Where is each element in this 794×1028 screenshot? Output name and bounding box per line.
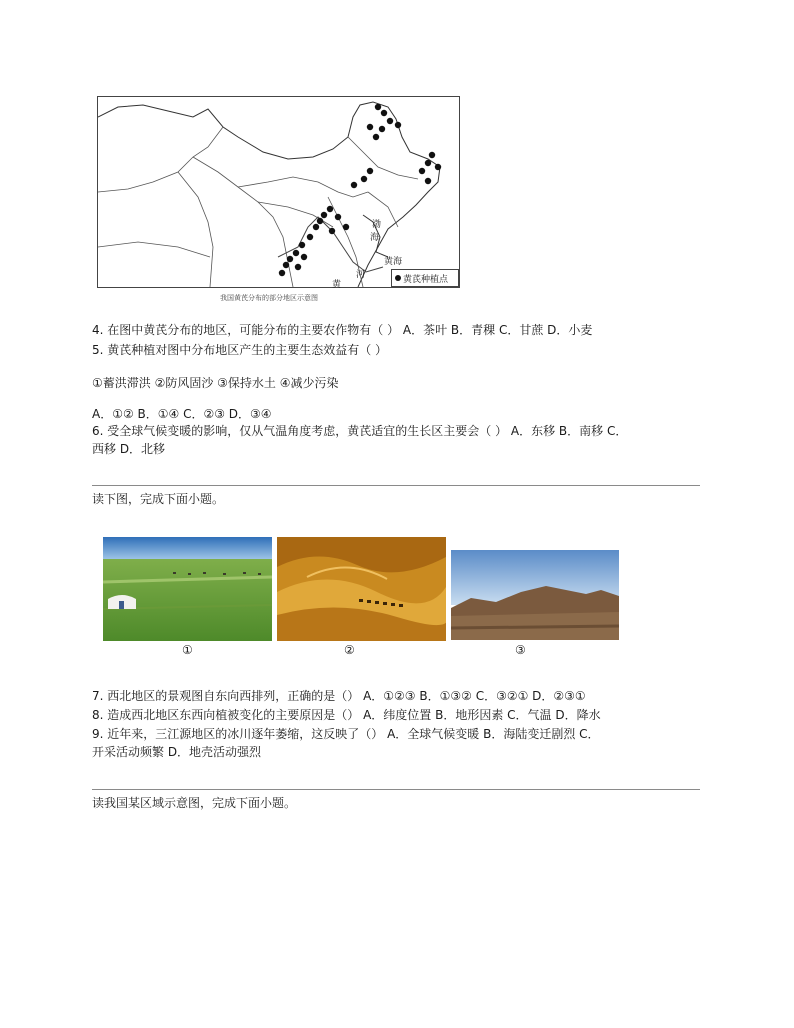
question-7: 7. 西北地区的景观图自东向西排列，正确的是（） A．①②③ B．①③② C．③②① D．②③① xyxy=(92,689,586,703)
question-4: 4. 在图中黄芪分布的地区，可能分布的主要农作物有（ ） A．茶叶 B．青稞 C．甘蔗 D．小麦 xyxy=(92,323,593,337)
grassland-photo xyxy=(103,537,272,641)
map-legend xyxy=(391,269,459,287)
section-divider xyxy=(92,485,700,486)
planting-point xyxy=(299,242,305,248)
question-6-line2: 西移 D．北移 xyxy=(92,442,166,456)
planting-point xyxy=(387,118,393,124)
question-5-items: ①蓄洪滞洪 ②防风固沙 ③保持水土 ④减少污染 xyxy=(92,376,339,390)
section-3-intro: 读我国某区域示意图，完成下面小题。 xyxy=(92,796,297,810)
section-2-intro: 读下图，完成下面小题。 xyxy=(92,492,225,506)
planting-point xyxy=(375,104,381,110)
bohai-label: 海 xyxy=(370,233,380,243)
river-label: 河 xyxy=(356,270,366,280)
photo-label-2: ② xyxy=(344,643,355,657)
planting-point xyxy=(327,206,333,212)
desert-photo xyxy=(277,537,446,641)
legend-label: 黄芪种植点 xyxy=(403,274,449,285)
planting-point xyxy=(435,164,441,170)
planting-point xyxy=(335,214,341,220)
question-9-line2: 开采活动频繁 D．地壳活动强烈 xyxy=(92,745,262,759)
province-border xyxy=(98,127,223,192)
question-5-options: A．①② B．①④ C．②③ D．③④ xyxy=(92,407,272,421)
province-border xyxy=(238,177,368,197)
planting-point xyxy=(419,168,425,174)
planting-point xyxy=(329,228,335,234)
planting-point xyxy=(307,234,313,240)
mountain-photo xyxy=(451,550,619,640)
planting-point xyxy=(279,270,285,276)
planting-point xyxy=(301,254,307,260)
question-8: 8. 造成西北地区东西向植被变化的主要原因是（） A．纬度位置 B．地形因素 C．气温 D．降水 xyxy=(92,708,601,722)
province-border xyxy=(98,242,210,257)
planting-point xyxy=(395,122,401,128)
legend-dot-icon xyxy=(395,275,401,281)
map-caption: 我国黄芪分布的部分地区示意图 xyxy=(220,294,318,302)
planting-point xyxy=(295,264,301,270)
sea-label: 黄海 xyxy=(384,257,403,267)
planting-point xyxy=(351,182,357,188)
planting-point xyxy=(313,224,319,230)
question-9-line1: 9. 近年来，三江源地区的冰川逐年萎缩，这反映了（） A．全球气候变暖 B．海陆变迁剧烈 C． xyxy=(92,727,600,741)
point-layer xyxy=(279,104,441,276)
planting-point xyxy=(425,178,431,184)
province-border xyxy=(348,137,418,179)
photo-label-1: ① xyxy=(182,643,193,657)
planting-point xyxy=(293,250,299,256)
planting-point xyxy=(425,160,431,166)
planting-point xyxy=(381,110,387,116)
planting-point xyxy=(367,168,373,174)
bohai-label: 渤 xyxy=(372,220,382,230)
planting-point xyxy=(429,152,435,158)
photo-label-3: ③ xyxy=(515,643,526,657)
planting-point xyxy=(379,126,385,132)
province-border xyxy=(178,172,213,287)
planting-point xyxy=(343,224,349,230)
planting-point xyxy=(367,124,373,130)
planting-point xyxy=(373,134,379,140)
distribution-map xyxy=(97,96,460,288)
planting-point xyxy=(317,218,323,224)
question-6-line1: 6. 受全球气候变暖的影响，仅从气温角度考虑，黄芪适宜的生长区主要会（ ） A．东移 B．南移 C． xyxy=(92,424,628,438)
planting-point xyxy=(287,256,293,262)
question-5: 5. 黄芪种植对图中分布地区产生的主要生态效益有（ ） xyxy=(92,343,388,357)
planting-point xyxy=(321,212,327,218)
section-divider xyxy=(92,789,700,790)
planting-point xyxy=(283,262,289,268)
river-label: 黄 xyxy=(332,280,342,290)
map-drawing xyxy=(98,97,459,287)
planting-point xyxy=(361,176,367,182)
